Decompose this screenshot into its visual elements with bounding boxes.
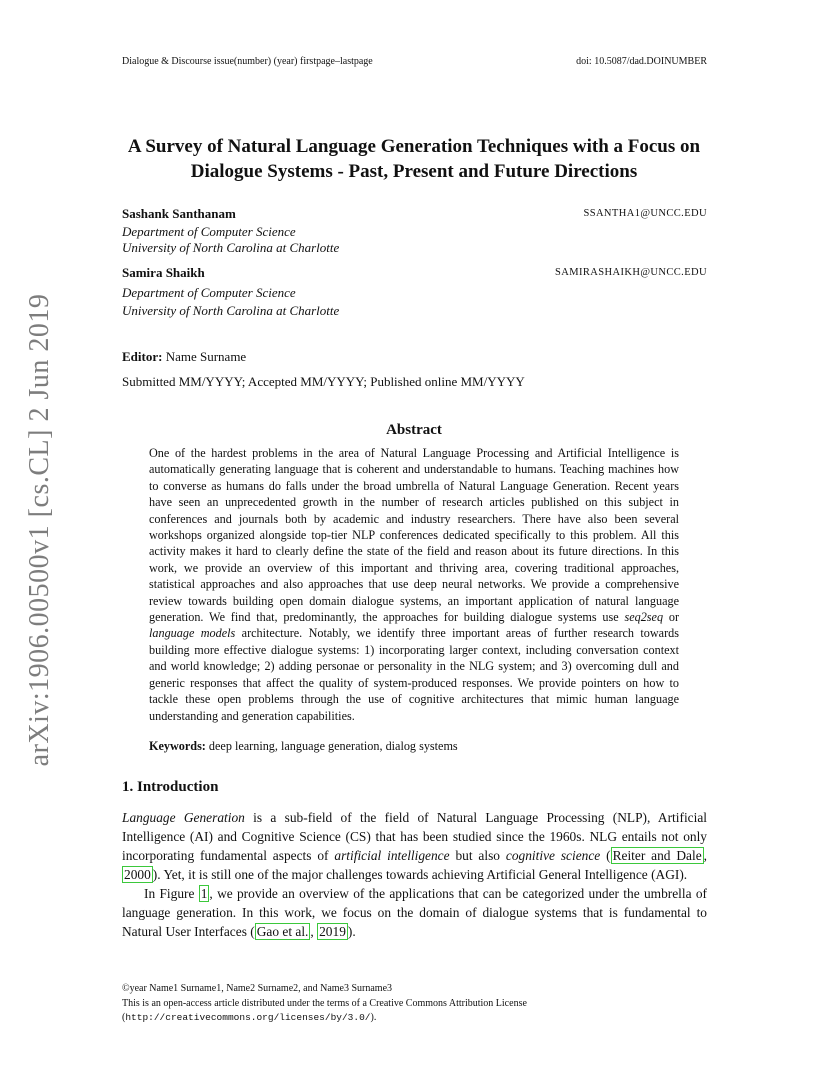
running-header-doi: doi: 10.5087/dad.DOINUMBER — [576, 56, 707, 67]
author-email-2: SAMIRASHAIKH@UNCC.EDU — [555, 267, 707, 278]
section-heading-introduction: 1. Introduction — [122, 779, 219, 795]
title-line-1: A Survey of Natural Language Generation Techniques with a Focus on — [127, 136, 701, 157]
running-header-left: Dialogue & Discourse issue(number) (year) firstpage–lastpage — [122, 56, 373, 67]
intro-paragraph-1: Language Generation is a sub-field of the field of Natural Language Processing (NLP), Artificial Intelligence (AI) and Cognitive Science (CS) that has been studied since the 1960s. NLG entails not only incorporating fundamental aspects of artificial intelligence but also cognitive science ( Reiter and Dale , 2000 ). Yet, it is still one of the major challenges towards achieving Artificial General Intelligence (AGI). — [122, 810, 708, 882]
editor-label: Editor: — [122, 349, 163, 364]
abstract-heading: Abstract — [386, 422, 442, 438]
citation-link-gao[interactable]: Gao et al. — [256, 924, 309, 939]
editor-line — [122, 349, 246, 365]
author-univ-2: University of North Carolina at Charlotte — [122, 303, 340, 318]
keywords-value: deep learning, language generation, dialog systems — [205, 739, 458, 753]
citation-link-reiter-dale[interactable]: Reiter and Dale — [612, 848, 702, 863]
author-email-1: SSANTHA1@UNCC.EDU — [583, 208, 707, 219]
author-univ-1: University of North Carolina at Charlotte — [122, 240, 340, 255]
keywords-label: Keywords: — [149, 739, 206, 753]
license-url[interactable]: http://creativecommons.org/licenses/by/3.0/ — [125, 1012, 371, 1023]
author-name-1: Sashank Santhanam — [122, 206, 236, 221]
term-seq2seq: seq2seq — [624, 610, 664, 625]
citation-link-2000[interactable]: 2000 — [124, 867, 151, 882]
keywords-line — [149, 739, 458, 754]
copyright-footnote: ©year Name1 Surname1, Name2 Surname2, and Name3 Surname3 — [122, 983, 393, 994]
editor-value: Name Surname — [162, 349, 247, 364]
title-line-2: Dialogue Systems - Past, Present and Future Directions — [190, 161, 638, 182]
paper-title — [100, 134, 728, 184]
author-dept-2: Department of Computer Science — [122, 285, 296, 300]
figure-ref-link-1[interactable]: 1 — [200, 886, 208, 901]
introduction-body — [122, 808, 707, 941]
citation-link-2019[interactable]: 2019 — [319, 924, 346, 939]
arxiv-stamp: arXiv:1906.00500v1 [cs.CL] 2 Jun 2019 — [24, 293, 55, 767]
author-name-2: Samira Shaikh — [122, 265, 205, 280]
intro-paragraph-2: In Figure 1 , we provide an overview of the applications that can be categorized under the umbrella of language generation. In this work, we focus on the domain of dialogue systems that is fundamental to Natural User Interfaces ( Gao et al. , 2019 ). — [122, 886, 708, 939]
term-language-models: language models — [149, 626, 236, 641]
submission-dates: Submitted MM/YYYY; Accepted MM/YYYY; Published online MM/YYYY — [122, 374, 525, 389]
abstract-body: One of the hardest problems in the area of Natural Language Processing and Artificial Intelligence is automatically generating language that is coherent and understandable to humans. Teaching machines how to converse as humans do falls under the broad umbrella of Natural Language Generation. Recent years have seen an unprecedented growth in the number of research articles published on this subject in conferences and journals both by academic and industry researchers. There have also been several workshops organized alongside top-tier NLP conferences dedicated specifically to this problem. All this activity makes it hard to clearly define the state of the field and reason about its future directions. In this work, we provide an overview of this important and thriving area, covering traditional approaches, statistical approaches and also approaches that use deep neural networks. We provide a comprehensive review towards building open domain dialogue systems, an important application of natural language generation. We find that, predominantly, the approaches for building dialogue systems use seq2seq or language models architecture. Notably, we identify three important areas of further research towards building more effective dialogue systems: 1) incorporating larger context, including conversation context and world knowledge; 2) adding personae or personality in the NLG system; and 3) overcoming dull and generic responses that affect the quality of system-produced responses. We provide pointers on how to tackle these open problems through the use of cognitive architectures that mimic human language understanding and generation capabilities. — [149, 446, 679, 723]
license-footnote: This is an open-access article distributed under the terms of a Creative Commons Attribution License — [122, 998, 527, 1009]
license-url-line: (http://creativecommons.org/licenses/by/3.0/). — [122, 1012, 377, 1023]
author-dept-1: Department of Computer Science — [122, 224, 296, 239]
